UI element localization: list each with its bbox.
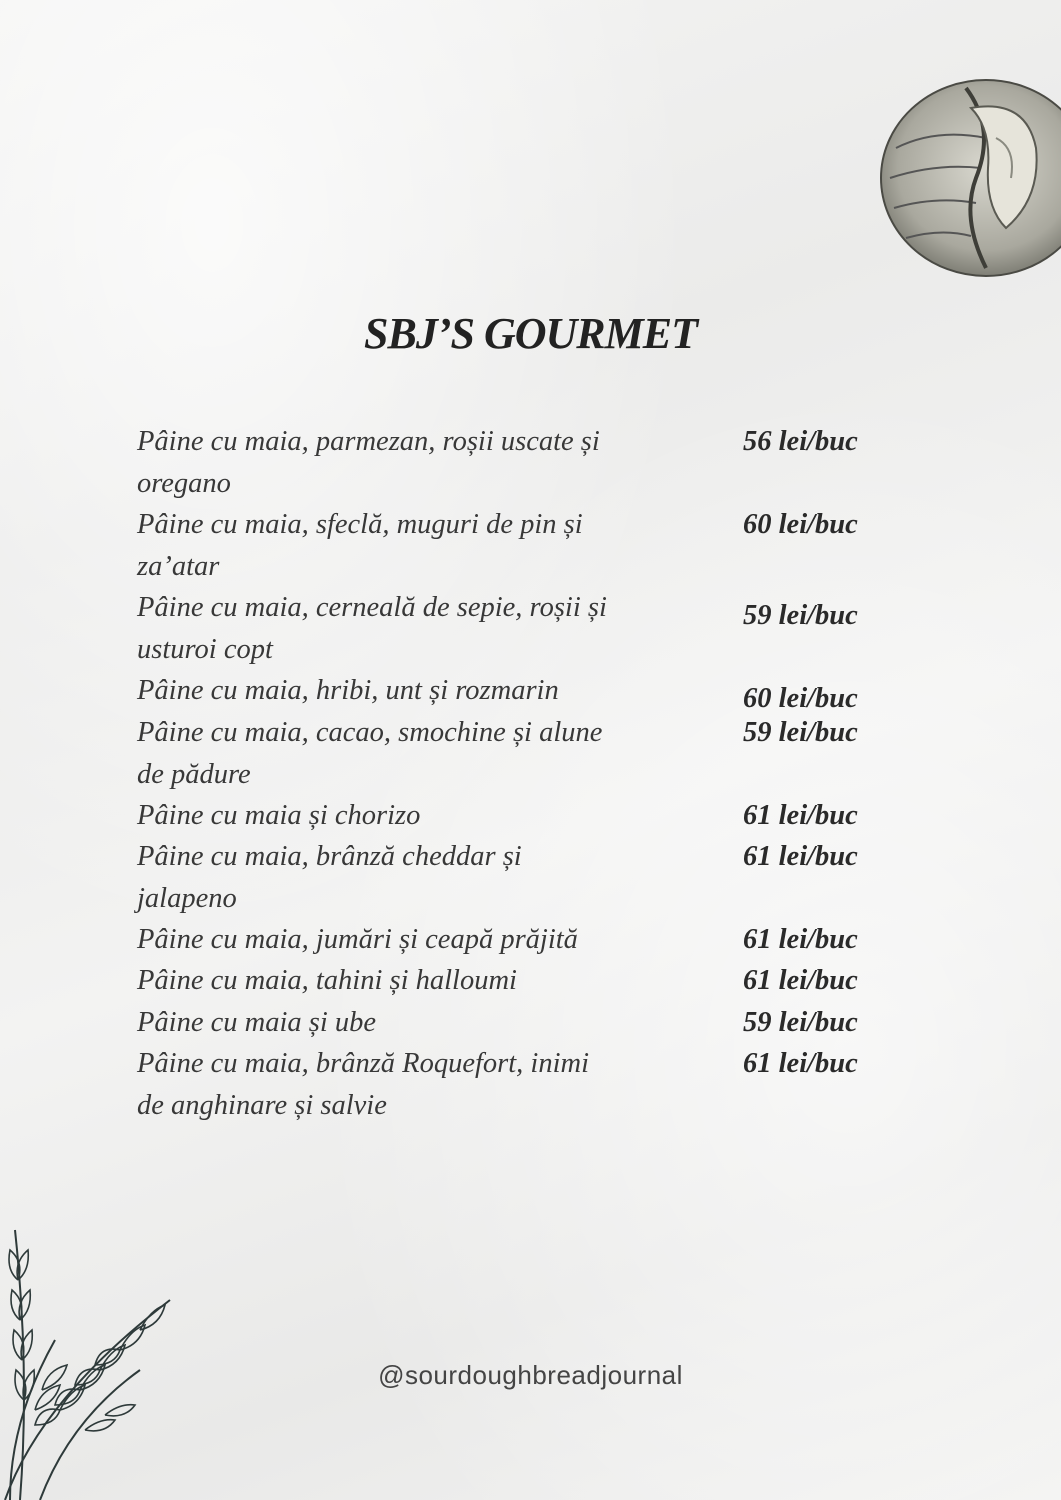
menu-item	[137, 712, 897, 795]
menu-item	[137, 587, 897, 670]
item-name: Pâine cu maia, brânză cheddar și jalapeno	[137, 841, 522, 914]
item-name: Pâine cu maia, hribi, unt și rozmarin	[137, 675, 559, 706]
menu-item	[137, 670, 897, 712]
menu-item	[137, 504, 897, 587]
menu-item	[137, 1002, 897, 1044]
item-name: Pâine cu maia, tahini și halloumi	[137, 965, 517, 996]
item-name: Pâine cu maia, brânză Roquefort, inimi de anghinare și salvie	[137, 1048, 590, 1121]
menu-title: SBJ’S GOURMET	[364, 309, 697, 358]
menu-item	[137, 836, 897, 919]
menu-item	[137, 919, 897, 961]
item-price: 61 lei/buc	[743, 965, 858, 996]
item-name: Pâine cu maia, cerneală de sepie, roșii și usturoi copt	[137, 592, 607, 665]
item-price: 61 lei/buc	[743, 924, 858, 955]
item-price: 59 lei/buc	[743, 717, 858, 748]
item-price: 60 lei/buc	[743, 509, 858, 540]
menu-item	[137, 960, 897, 1002]
wheat-icon	[0, 1220, 180, 1500]
item-price: 61 lei/buc	[743, 1048, 858, 1079]
item-name: Pâine cu maia, jumări și ceapă prăjită	[137, 924, 578, 955]
item-price: 60 lei/buc	[743, 683, 858, 714]
menu-item	[137, 1043, 897, 1126]
item-price: 59 lei/buc	[743, 1007, 858, 1038]
menu-item	[137, 421, 897, 504]
item-price: 56 lei/buc	[743, 426, 858, 457]
item-price: 59 lei/buc	[743, 600, 858, 631]
item-name: Pâine cu maia și chorizo	[137, 800, 421, 831]
item-name: Pâine cu maia, sfeclă, muguri de pin și za’atar	[137, 509, 583, 582]
item-name: Pâine cu maia și ube	[137, 1007, 377, 1038]
item-name: Pâine cu maia, parmezan, roșii uscate și oregano	[137, 426, 600, 499]
bread-loaf-icon	[876, 68, 1061, 278]
social-handle: @sourdoughbreadjournal	[378, 1360, 683, 1390]
item-name: Pâine cu maia, cacao, smochine și alune de pădure	[137, 717, 603, 790]
item-price: 61 lei/buc	[743, 841, 858, 872]
menu-item	[137, 795, 897, 837]
item-price: 61 lei/buc	[743, 800, 858, 831]
